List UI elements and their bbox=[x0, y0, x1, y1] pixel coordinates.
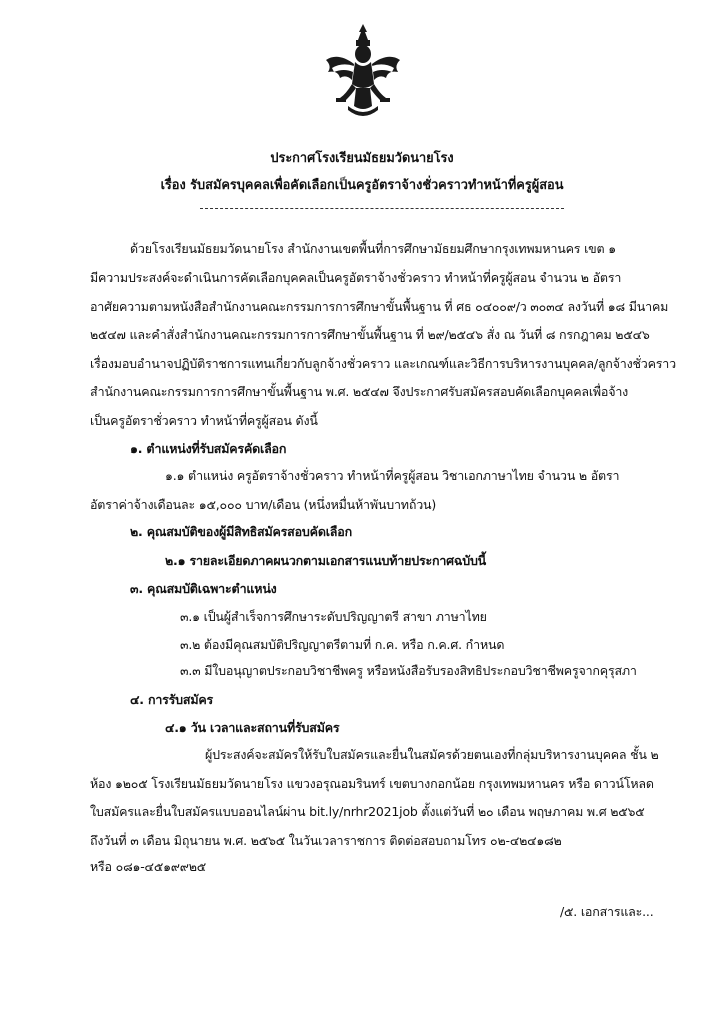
section-3-item: ๓.๒ ต้องมีคุณสมบัติปริญญาตรีตามที่ ก.ค. หรือ ก.ค.ศ. กำหนด bbox=[180, 637, 505, 652]
intro-line: เป็นครูอัตราชั่วคราว ทำหน้าที่ครูผู้สอน ดังนี้ bbox=[90, 413, 318, 428]
section-3-item: ๓.๑ เป็นผู้สำเร็จการศึกษาระดับปริญญาตรี สาขา ภาษาไทย bbox=[180, 609, 487, 624]
section-2-heading: ๒. คุณสมบัติของผู้มีสิทธิสมัครสอบคัดเลือก bbox=[130, 524, 352, 539]
intro-line: มีความประสงค์จะดำเนินการคัดเลือกบุคคลเป็นครูอัตราจ้างชั่วคราว ทำหน้าที่ครูผู้สอน จำนวน ๒ อัตรา bbox=[90, 270, 622, 285]
section-4-para-line: หรือ ๐๘๑-๔๕๑๙๙๒๕ bbox=[90, 859, 207, 874]
section-1-item: ๑.๑ ตำแหน่ง ครูอัตราจ้างชั่วคราว ทำหน้าที่ครูผู้สอน วิชาเอกภาษาไทย จำนวน ๒ อัตรา bbox=[165, 468, 620, 483]
section-2-item: ๒.๑ รายละเอียดภาคผนวกตามเอกสารแนบท้ายประกาศฉบับนี้ bbox=[165, 553, 487, 568]
title-divider bbox=[200, 208, 564, 209]
section-4-para-line: ผู้ประสงค์จะสมัครให้รับใบสมัครและยื่นในสมัครด้วยตนเองที่กลุ่มบริหารงานบุคคล ชั้น ๒ bbox=[205, 747, 659, 762]
section-3-item: ๓.๓ มีใบอนุญาตประกอบวิชาชีพครู หรือหนังสือรับรองสิทธิประกอบวิชาชีพครูจากคุรุสภา bbox=[180, 663, 637, 678]
intro-line: ๒๕๔๗ และคำสั่งสำนักงานคณะกรรมการการศึกษาขั้นพื้นฐาน ที่ ๒๙/๒๕๔๖ สั่ง ณ วันที่ ๘ กรกฎาคม ๒๕๔๖ bbox=[90, 327, 650, 342]
intro-line: อาศัยความตามหนังสือสำนักงานคณะกรรมการการศึกษาขั้นพื้นฐาน ที่ ศธ ๐๔๐๐๙/ว ๓๐๓๔ ลงวันที่ ๑๘ มีนาคม bbox=[90, 299, 669, 314]
garuda-emblem-icon bbox=[318, 22, 408, 122]
section-1-heading: ๑. ตำแหน่งที่รับสมัครคัดเลือก bbox=[130, 441, 287, 456]
intro-line: เรื่องมอบอำนาจปฏิบัติราชการแทนเกี่ยวกับลูกจ้างชั่วคราว และเกณฑ์และวิธีการบริหารงานบุคคล/ลูกจ้างชั่วคราว bbox=[90, 356, 676, 371]
section-4-para-line: ถึงวันที่ ๓ เดือน มิถุนายน พ.ศ. ๒๕๖๕ ในวันเวลาราชการ ติดต่อสอบถามโทร ๐๒-๔๒๔๑๘๒ bbox=[90, 833, 562, 848]
intro-line: ด้วยโรงเรียนมัธยมวัดนายโรง สำนักงานเขตพื้นที่การศึกษามัธยมศึกษากรุงเทพมหานคร เขต ๑ bbox=[130, 241, 616, 256]
announcement-title: ประกาศโรงเรียนมัธยมวัดนายโรง bbox=[270, 151, 454, 166]
announcement-subject: เรื่อง รับสมัครบุคคลเพื่อคัดเลือกเป็นครูอัตราจ้างชั่วคราวทำหน้าที่ครูผู้สอน bbox=[160, 178, 564, 193]
section-3-heading: ๓. คุณสมบัติเฉพาะตำแหน่ง bbox=[130, 581, 277, 596]
section-4-sub-heading: ๔.๑ วัน เวลาและสถานที่รับสมัคร bbox=[165, 720, 340, 735]
section-1-item-cont: อัตราค่าจ้างเดือนละ ๑๕,๐๐๐ บาท/เดือน (หนึ่งหมื่นห้าพันบาทถ้วน) bbox=[90, 497, 437, 512]
continued-footer: /๕. เอกสารและ... bbox=[560, 904, 654, 919]
section-4-heading: ๔. การรับสมัคร bbox=[130, 692, 214, 707]
section-4-para-line: ห้อง ๑๒๐๕ โรงเรียนมัธยมวัดนายโรง แขวงอรุณอมรินทร์ เขตบางกอกน้อย กรุงเทพมหานคร หรือ ดาวน์โหลด bbox=[90, 776, 654, 791]
intro-line: สำนักงานคณะกรรมการการศึกษาขั้นพื้นฐาน พ.ศ. ๒๕๔๗ จึงประกาศรับสมัครสอบคัดเลือกบุคคลเพื่อจ้าง bbox=[90, 384, 629, 399]
section-4-para-line: ใบสมัครและยื่นใบสมัครแบบออนไลน์ผ่าน bit.ly/nrhr2021job ตั้งแต่วันที่ ๒๐ เดือน พฤษภาคม พ.ศ ๒๕๖๕ bbox=[90, 804, 645, 819]
